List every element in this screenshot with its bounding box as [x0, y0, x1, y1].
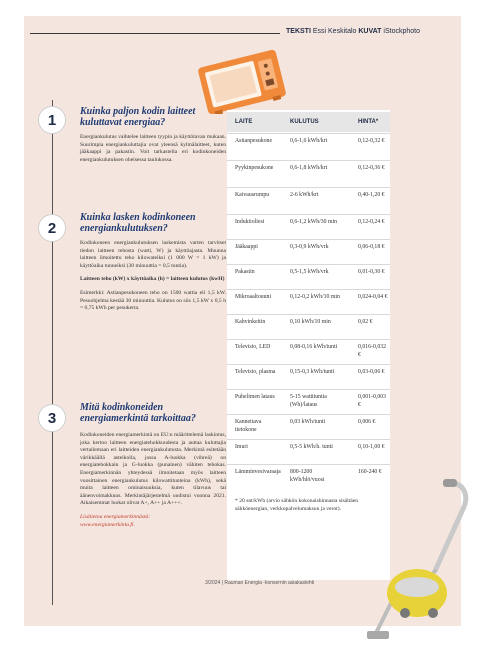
table-row — [227, 439, 390, 464]
table-cell-price: 0,001-0,003 € — [358, 394, 387, 408]
table-header-consumption: KULUTUS — [290, 119, 319, 125]
table-row — [227, 187, 390, 214]
table-cell-device: Pyykinpesukone — [235, 165, 274, 171]
table-cell-price: 0,01-0,30 € — [358, 269, 385, 275]
table-cell-device: Astianpesukone — [235, 138, 273, 144]
microwave-illustration — [196, 44, 288, 114]
table-header-device: LAITE — [235, 119, 253, 125]
table-cell-consumption: 0,6-1,8 kWh/krt — [290, 165, 328, 171]
section-3-title: Mitä kodinkoneiden energiamerkintä tarkoittaa? — [80, 402, 196, 424]
section-1-title: Kuinka paljon kodin laitteet kuluttavat energiaa? — [80, 106, 196, 128]
section-2-title: Kuinka lasken kodinkoneen energiankulutuksen? — [80, 212, 196, 234]
section-1-body — [80, 134, 226, 170]
table-footnote: * 20 snt/kWh (arvio sähkön kokonaishinnasta sisältäen sähköenergian, verkkopalvelumaksun ja verot). — [235, 498, 359, 512]
table-cell-price: 0,006 € — [358, 419, 376, 425]
table-cell-price: 0,40-1,20 € — [358, 192, 385, 198]
section-2-formula: Laitteen teho (kW) x käyttöaika (h) = laitteen kulutus (kwH) — [80, 276, 225, 283]
table-cell-consumption: 0,15-0,3 kWh/tunti — [290, 369, 335, 375]
table-cell-device: Puhelimen lataus — [235, 394, 275, 400]
table-cell-consumption: 5-15 wattituntia (Wh)/lataus — [290, 394, 327, 408]
table-cell-price: 0,03-0,06 € — [358, 369, 385, 375]
section-2-example: Esimerkki: Astianpesukoneen teho on 1500 wattia eli 1,5 kW. Pesuohjelma kestää 30 minuuttia. Kulutus on siis 1,5 kW x 0,5 h = 0,75 kWh per pesukerta. — [80, 289, 226, 312]
table-cell-price: 0,10-1,00 € — [358, 444, 385, 450]
table-row — [227, 160, 390, 187]
table-row — [227, 133, 390, 160]
table-row — [227, 239, 390, 264]
table-cell-device: Mikroaaltouuni — [235, 294, 272, 300]
section-3-source-label: Lisätietoa energiamerkinnästä: — [80, 513, 151, 520]
section-3-source-link[interactable]: www.energiamerkinta.fi. — [80, 521, 135, 528]
table-row — [227, 289, 390, 314]
table-cell-price: 160-240 € — [358, 469, 382, 475]
table-cell-consumption: 0,3-0,9 kWh/vrk — [290, 244, 329, 250]
table-cell-price: 0,12-0,32 € — [358, 138, 385, 144]
table-row — [227, 414, 390, 439]
table-cell-device: Imuri — [235, 444, 248, 450]
table-cell-price: 0,06-0,18 € — [358, 244, 385, 250]
credit-photo-label: KUVAT — [358, 28, 382, 35]
table-row — [227, 214, 390, 239]
credit-photo-name: iStockphoto — [383, 28, 420, 35]
section-2-body — [80, 240, 226, 319]
table-row — [227, 339, 390, 364]
table-cell-consumption: 0,6-1,2 kWh/30 min — [290, 219, 338, 225]
table-cell-consumption: 0,03 kWh/tunti — [290, 419, 326, 425]
table-row — [227, 264, 390, 289]
table-cell-device: Televisio, LED — [235, 344, 271, 350]
table-cell-consumption: 0,5-5 kWh/h. tunti — [290, 444, 333, 450]
page-footer: 3/2024 | Rauman Energia -konsernin asiakaslehti — [205, 580, 315, 586]
table-cell-consumption: 0,08-0,16 kWh/tunti — [290, 344, 338, 350]
table-cell-consumption: 0,5-1,5 kWh/vrk — [290, 269, 329, 275]
table-cell-device: Kaivausrumpu — [235, 192, 270, 198]
table-row — [227, 364, 390, 389]
table-cell-consumption: 2-6 kWh/krt — [290, 192, 319, 198]
table-header-price: HINTA* — [358, 119, 379, 125]
section-2-paragraph: Kodinkoneen energiankulutuksen laskemista varten tarvitset tiedon laitteen tehosta (watti, W) ja käyttöajasta. Muunna laitteen ilmoitettu teho kilowateiksi (1 000 W = 1 kW) ja käyttöaika tunneiksi (30 minuuttia = 0,5 tuntia). — [80, 240, 226, 269]
table-cell-price: 0,02 € — [358, 319, 373, 325]
vacuum-cleaner-illustration — [365, 475, 475, 645]
section-3-number-badge: 3 — [38, 404, 66, 432]
table-cell-consumption: 0,6-1,6 kWh/krt — [290, 138, 328, 144]
table-cell-consumption: 800-1200 kWh/hlö/vuosi — [290, 469, 325, 483]
section-3-body — [80, 432, 226, 535]
table-cell-price: 0,024-0,04 € — [358, 294, 388, 300]
table-cell-consumption: 0,12-0,2 kWh/10 min — [290, 294, 340, 300]
table-cell-price: 0,12-0,36 € — [358, 165, 385, 171]
table-cell-device: Kahvinkeitin — [235, 319, 266, 325]
table-cell-device: Televisio, plasma — [235, 369, 276, 375]
table-cell-device: Lämminvesivaraaja — [235, 469, 281, 475]
section-timeline-line — [52, 100, 53, 605]
section-3-paragraph: Kodinkoneiden energiamerkintä on EU:n määrittelemä laskintus, joka kertoo laitteen energiatehokkuudesta ja auttaa kuluttajia vertailemaan eri laitteiden energiankulutusta. Merkintä esitetään värikkäällä asteikolla, jossa A-luokka (vihreä) on energiatehokkain ja G-luokka (punainen) vähiten tehokas. Energiamerkinnän yhteydessä ilmoitetaan myös laitteen vuosittainen energiankulutus kilowattitunteina (kWh), sekä muita laitteen ominaisuuksia, kuten tilavuus tai äänenvoimakkuus. Merkintäjärjestelmä uudistui vuonna 2021. Aikaisemmat luokat olivat A+, A++ ja A+++. — [80, 432, 226, 507]
table-cell-consumption: 0,10 kWh/10 min — [290, 319, 331, 325]
table-cell-price: 0,016-0,032 € — [358, 344, 387, 358]
table-header-row — [227, 112, 390, 132]
table-cell-device: Induktioliesi — [235, 219, 265, 225]
table-row — [227, 389, 390, 414]
table-row — [227, 314, 390, 339]
table-cell-device: Pakastin — [235, 269, 255, 275]
table-cell-device: Jääkaappi — [235, 244, 258, 250]
credit-text-name: Essi Keskitalo — [312, 28, 357, 35]
credit-text-label: TEKSTI — [286, 28, 311, 35]
section-1-number-badge: 1 — [38, 106, 66, 134]
credit-divider — [30, 33, 280, 34]
credit-line — [286, 28, 420, 35]
section-2-number-badge: 2 — [38, 214, 66, 242]
table-cell-price: 0,12-0,24 € — [358, 219, 385, 225]
section-1-paragraph: Energiankulutus vaihtelee laitteen tyypin ja käyttötavan mukaan. Suurimpia energiankuluttajia ovat yleensä kylmälaitteet, kuten jääkaappi ja pakastin. Voit tarkastella eri kodinkoneiden energiankulutuksen oheisessa taulukossa. — [80, 134, 226, 163]
table-cell-device: Kannettava tietokone — [235, 419, 262, 433]
